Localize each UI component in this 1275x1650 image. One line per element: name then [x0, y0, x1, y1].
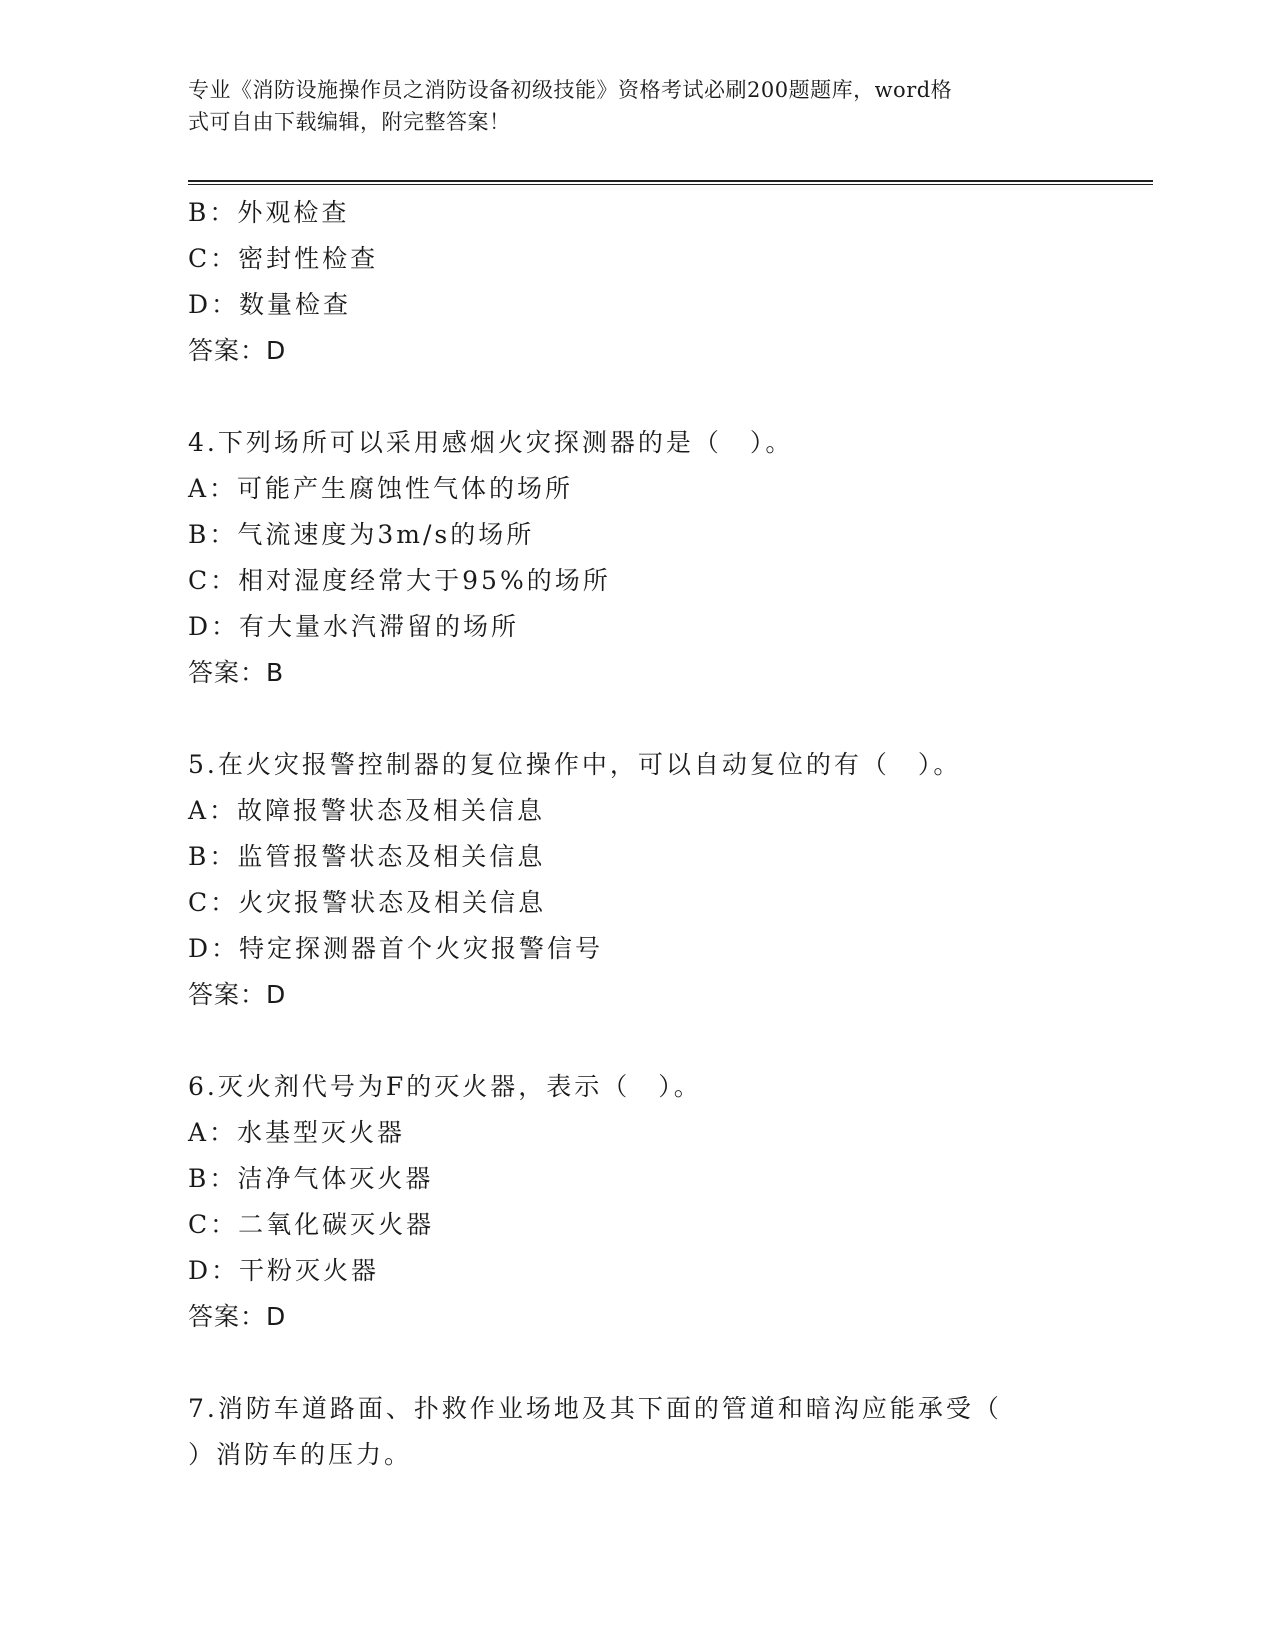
header-divider-thin: [188, 184, 1153, 185]
option-b: B：气流速度为3m/s的场所: [188, 520, 535, 549]
spacer: [188, 1340, 1088, 1386]
header-line-2: 式可自由下载编辑，附完整答案！: [188, 110, 511, 134]
document-header: [188, 74, 1068, 138]
question-7: [188, 1386, 1088, 1478]
spacer: [188, 696, 1088, 742]
question-5: [188, 742, 1088, 1018]
option-d: D：数量检查: [188, 290, 352, 319]
question-stem-line-2: ）消防车的压力。: [188, 1440, 413, 1469]
question-6: [188, 1064, 1088, 1340]
option-d: D：特定探测器首个火灾报警信号: [188, 934, 604, 963]
question-list: [188, 190, 1088, 1478]
spacer: [188, 374, 1088, 420]
option-c: C：二氧化碳灭火器: [188, 1210, 435, 1239]
option-c: C：相对湿度经常大于95%的场所: [188, 566, 611, 595]
question-stem: 5.在火灾报警控制器的复位操作中，可以自动复位的有（ ）。: [188, 750, 962, 779]
answer: 答案：B: [188, 658, 285, 687]
question-stem: 6.灭火剂代号为F的灭火器，表示（ ）。: [188, 1072, 702, 1101]
question-stem-line-1: 7.消防车道路面、扑救作业场地及其下面的管道和暗沟应能承受（: [188, 1394, 1002, 1423]
option-c: C：火灾报警状态及相关信息: [188, 888, 547, 917]
option-d: D：有大量水汽滞留的场所: [188, 612, 520, 641]
option-a: A：可能产生腐蚀性气体的场所: [188, 474, 574, 503]
option-d: D：干粉灭火器: [188, 1256, 380, 1285]
option-c: C：密封性检查: [188, 244, 379, 273]
answer: 答案：D: [188, 980, 287, 1009]
question-3-continued: [188, 190, 1088, 374]
option-b: B：外观检查: [188, 198, 350, 227]
option-b: B：监管报警状态及相关信息: [188, 842, 546, 871]
option-b: B：洁净气体灭火器: [188, 1164, 434, 1193]
header-line-1: 专业《消防设施操作员之消防设备初级技能》资格考试必刷200题题库，word格: [188, 78, 953, 102]
answer: 答案：D: [188, 1302, 287, 1331]
option-a: A：水基型灭火器: [188, 1118, 406, 1147]
question-stem: 4.下列场所可以采用感烟火灾探测器的是（ ）。: [188, 428, 794, 457]
question-4: [188, 420, 1088, 696]
header-divider-thick: [188, 180, 1153, 182]
option-a: A：故障报警状态及相关信息: [188, 796, 546, 825]
answer: 答案：D: [188, 336, 287, 365]
spacer: [188, 1018, 1088, 1064]
